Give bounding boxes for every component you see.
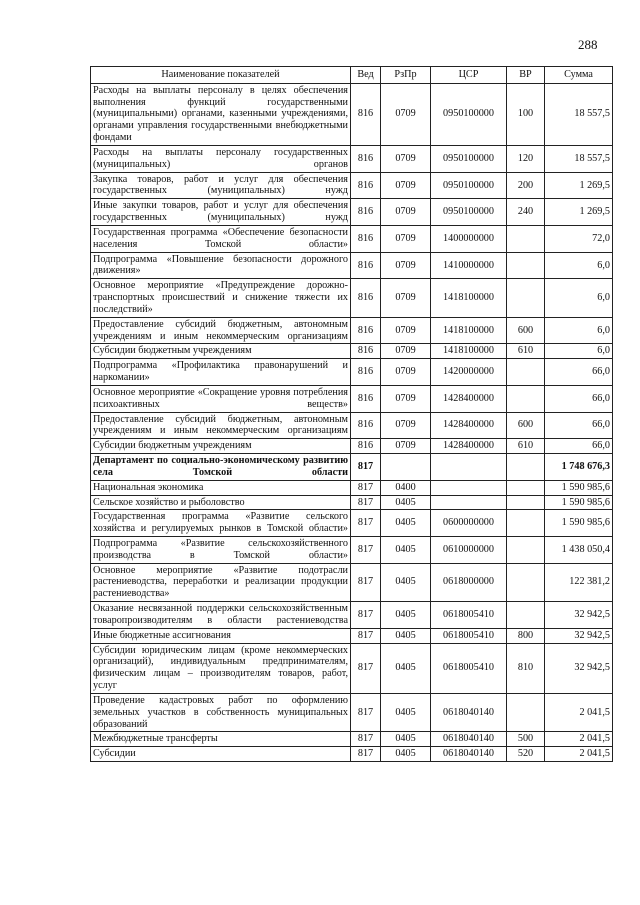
row-ved-cell: 816 (351, 172, 381, 199)
row-vr-cell: 810 (507, 643, 545, 693)
row-vr-cell (507, 480, 545, 495)
row-name-cell: Субсидии юридическим лицам (кроме некоммерческих организаций), индивидуальным предпринимателям, физическим лицам – производителям товаров, работ, услуг (91, 643, 351, 693)
row-ved-cell: 816 (351, 385, 381, 412)
row-name-cell: Подпрограмма «Развитие сельскохозяйственного производства в Томской области» (91, 536, 351, 563)
row-ved-cell: 817 (351, 563, 381, 601)
row-ved-cell: 816 (351, 145, 381, 172)
row-name-cell: Подпрограмма «Повышение безопасности дорожного движения» (91, 252, 351, 279)
row-rzpr-cell: 0709 (381, 83, 431, 145)
row-sum-cell: 1 590 985,6 (545, 480, 613, 495)
row-csr-cell (431, 480, 507, 495)
row-csr-cell: 0618000000 (431, 563, 507, 601)
row-csr-cell: 1418100000 (431, 317, 507, 344)
row-ved-cell: 817 (351, 495, 381, 510)
row-name-cell: Основное мероприятие «Сокращение уровня потребления психоактивных веществ» (91, 385, 351, 412)
row-rzpr-cell: 0709 (381, 252, 431, 279)
row-ved-cell: 817 (351, 693, 381, 731)
row-sum-cell: 122 381,2 (545, 563, 613, 601)
row-rzpr-cell: 0405 (381, 693, 431, 731)
row-rzpr-cell: 0405 (381, 643, 431, 693)
row-vr-cell: 520 (507, 747, 545, 762)
row-csr-cell: 0950100000 (431, 83, 507, 145)
row-vr-cell: 600 (507, 317, 545, 344)
row-rzpr-cell: 0709 (381, 317, 431, 344)
table-row (91, 83, 613, 145)
table-row (91, 252, 613, 279)
row-sum-cell: 2 041,5 (545, 693, 613, 731)
table-row (91, 145, 613, 172)
row-vr-cell: 120 (507, 145, 545, 172)
row-name-cell: Предоставление субсидий бюджетным, автономным учреждениям и иным некоммерческим организациям (91, 317, 351, 344)
row-csr-cell: 1410000000 (431, 252, 507, 279)
row-vr-cell: 800 (507, 628, 545, 643)
row-sum-cell: 66,0 (545, 439, 613, 454)
row-ved-cell: 816 (351, 279, 381, 317)
row-name-cell: Иные закупки товаров, работ и услуг для обеспечения государственных (муниципальных) нужд (91, 199, 351, 226)
table-row (91, 225, 613, 252)
row-rzpr-cell: 0709 (381, 279, 431, 317)
header-rzpr: РзПр (381, 67, 431, 84)
row-csr-cell: 1420000000 (431, 359, 507, 386)
row-csr-cell (431, 495, 507, 510)
row-ved-cell: 816 (351, 199, 381, 226)
row-rzpr-cell: 0709 (381, 145, 431, 172)
row-rzpr-cell: 0400 (381, 480, 431, 495)
row-rzpr-cell: 0405 (381, 536, 431, 563)
row-csr-cell: 0618005410 (431, 602, 507, 629)
row-sum-cell: 6,0 (545, 317, 613, 344)
row-rzpr-cell: 0709 (381, 344, 431, 359)
row-name-cell: Проведение кадастровых работ по оформлению земельных участков в собственность муниципальных образований (91, 693, 351, 731)
row-sum-cell: 1 438 050,4 (545, 536, 613, 563)
table-row (91, 317, 613, 344)
row-vr-cell: 200 (507, 172, 545, 199)
header-vr: ВР (507, 67, 545, 84)
row-name-cell: Субсидии бюджетным учреждениям (91, 344, 351, 359)
table-row (91, 747, 613, 762)
row-ved-cell: 816 (351, 83, 381, 145)
row-rzpr-cell: 0709 (381, 412, 431, 439)
table-row (91, 199, 613, 226)
row-ved-cell: 816 (351, 344, 381, 359)
table-row (91, 344, 613, 359)
row-ved-cell: 816 (351, 225, 381, 252)
row-csr-cell: 1428400000 (431, 385, 507, 412)
row-vr-cell: 610 (507, 344, 545, 359)
row-ved-cell: 817 (351, 454, 381, 481)
row-vr-cell (507, 693, 545, 731)
row-sum-cell: 18 557,5 (545, 145, 613, 172)
row-name-cell: Основное мероприятие «Предупреждение дорожно-транспортных происшествий и снижение тяжести их последствий» (91, 279, 351, 317)
row-rzpr-cell: 0709 (381, 225, 431, 252)
table-row (91, 279, 613, 317)
row-sum-cell: 2 041,5 (545, 747, 613, 762)
row-sum-cell: 66,0 (545, 359, 613, 386)
table-body (91, 83, 613, 761)
row-csr-cell: 0950100000 (431, 199, 507, 226)
row-name-cell: Основное мероприятие «Развитие подотрасли растениеводства, переработки и реализации продукции растениеводства» (91, 563, 351, 601)
row-vr-cell (507, 495, 545, 510)
row-ved-cell: 817 (351, 480, 381, 495)
row-csr-cell: 0950100000 (431, 145, 507, 172)
row-rzpr-cell: 0709 (381, 199, 431, 226)
row-csr-cell (431, 454, 507, 481)
row-name-cell: Подпрограмма «Профилактика правонарушений и наркомании» (91, 359, 351, 386)
row-sum-cell: 1 269,5 (545, 172, 613, 199)
table-row (91, 172, 613, 199)
row-csr-cell: 1418100000 (431, 279, 507, 317)
row-name-cell: Департамент по социально-экономическому развитию села Томской области (91, 454, 351, 481)
row-sum-cell: 66,0 (545, 412, 613, 439)
row-rzpr-cell: 0405 (381, 602, 431, 629)
row-sum-cell: 6,0 (545, 279, 613, 317)
table-row (91, 385, 613, 412)
row-rzpr-cell: 0405 (381, 563, 431, 601)
row-rzpr-cell: 0709 (381, 439, 431, 454)
row-ved-cell: 817 (351, 747, 381, 762)
row-vr-cell (507, 510, 545, 537)
row-csr-cell: 0618040140 (431, 747, 507, 762)
row-name-cell: Государственная программа «Развитие сельского хозяйства и регулируемых рынков в Томской области» (91, 510, 351, 537)
row-sum-cell: 1 590 985,6 (545, 495, 613, 510)
row-sum-cell: 32 942,5 (545, 602, 613, 629)
row-sum-cell: 1 748 676,3 (545, 454, 613, 481)
row-vr-cell (507, 359, 545, 386)
row-csr-cell: 0618040140 (431, 732, 507, 747)
row-name-cell: Расходы на выплаты персоналу государственных (муниципальных) органов (91, 145, 351, 172)
row-name-cell: Оказание несвязанной поддержки сельскохозяйственным товаропроизводителям в области растениеводства (91, 602, 351, 629)
table-header-row (91, 67, 613, 84)
table-row (91, 628, 613, 643)
row-vr-cell: 500 (507, 732, 545, 747)
row-ved-cell: 817 (351, 536, 381, 563)
header-ved: Вед (351, 67, 381, 84)
row-csr-cell: 0618005410 (431, 643, 507, 693)
row-vr-cell (507, 252, 545, 279)
row-sum-cell: 1 590 985,6 (545, 510, 613, 537)
row-vr-cell (507, 225, 545, 252)
row-name-cell: Межбюджетные трансферты (91, 732, 351, 747)
row-ved-cell: 817 (351, 643, 381, 693)
row-rzpr-cell (381, 454, 431, 481)
table-row (91, 480, 613, 495)
row-ved-cell: 817 (351, 602, 381, 629)
header-sum: Сумма (545, 67, 613, 84)
row-vr-cell: 600 (507, 412, 545, 439)
table-row (91, 495, 613, 510)
row-sum-cell: 2 041,5 (545, 732, 613, 747)
row-csr-cell: 1428400000 (431, 412, 507, 439)
row-ved-cell: 817 (351, 732, 381, 747)
row-rzpr-cell: 0709 (381, 172, 431, 199)
row-csr-cell: 0950100000 (431, 172, 507, 199)
row-ved-cell: 817 (351, 628, 381, 643)
row-rzpr-cell: 0405 (381, 495, 431, 510)
header-name: Наименование показателей (91, 67, 351, 84)
row-csr-cell: 1400000000 (431, 225, 507, 252)
row-sum-cell: 6,0 (545, 252, 613, 279)
row-ved-cell: 816 (351, 439, 381, 454)
row-rzpr-cell: 0709 (381, 385, 431, 412)
row-rzpr-cell: 0405 (381, 510, 431, 537)
row-vr-cell (507, 563, 545, 601)
row-csr-cell: 1428400000 (431, 439, 507, 454)
header-csr: ЦСР (431, 67, 507, 84)
table-row (91, 732, 613, 747)
row-csr-cell: 0618005410 (431, 628, 507, 643)
table-row (91, 454, 613, 481)
row-rzpr-cell: 0709 (381, 359, 431, 386)
row-vr-cell (507, 385, 545, 412)
budget-table (90, 66, 613, 762)
row-vr-cell: 100 (507, 83, 545, 145)
row-vr-cell (507, 602, 545, 629)
row-vr-cell (507, 536, 545, 563)
row-name-cell: Предоставление субсидий бюджетным, автономным учреждениям и иным некоммерческим организациям (91, 412, 351, 439)
table-row (91, 643, 613, 693)
row-sum-cell: 66,0 (545, 385, 613, 412)
row-ved-cell: 816 (351, 359, 381, 386)
row-name-cell: Субсидии (91, 747, 351, 762)
table-row (91, 510, 613, 537)
row-ved-cell: 816 (351, 317, 381, 344)
row-csr-cell: 1418100000 (431, 344, 507, 359)
row-vr-cell: 240 (507, 199, 545, 226)
row-rzpr-cell: 0405 (381, 628, 431, 643)
table-row (91, 563, 613, 601)
row-sum-cell: 72,0 (545, 225, 613, 252)
row-csr-cell: 0600000000 (431, 510, 507, 537)
page-number: 288 (578, 37, 598, 52)
row-sum-cell: 1 269,5 (545, 199, 613, 226)
row-name-cell: Национальная экономика (91, 480, 351, 495)
table-row (91, 439, 613, 454)
row-csr-cell: 0618040140 (431, 693, 507, 731)
table-row (91, 693, 613, 731)
row-rzpr-cell: 0405 (381, 747, 431, 762)
table-row (91, 536, 613, 563)
row-sum-cell: 32 942,5 (545, 643, 613, 693)
row-name-cell: Субсидии бюджетным учреждениям (91, 439, 351, 454)
row-sum-cell: 18 557,5 (545, 83, 613, 145)
row-ved-cell: 816 (351, 252, 381, 279)
row-name-cell: Закупка товаров, работ и услуг для обеспечения государственных (муниципальных) нужд (91, 172, 351, 199)
table-row (91, 412, 613, 439)
row-name-cell: Расходы на выплаты персоналу в целях обеспечения выполнения функций государственными (муниципальными) органами, казенными учреждениями, органами управления государственными внебюджетными фондами (91, 83, 351, 145)
row-vr-cell: 610 (507, 439, 545, 454)
table-row (91, 602, 613, 629)
row-vr-cell (507, 279, 545, 317)
row-ved-cell: 817 (351, 510, 381, 537)
row-name-cell: Сельское хозяйство и рыболовство (91, 495, 351, 510)
row-sum-cell: 6,0 (545, 344, 613, 359)
row-csr-cell: 0610000000 (431, 536, 507, 563)
row-rzpr-cell: 0405 (381, 732, 431, 747)
row-name-cell: Иные бюджетные ассигнования (91, 628, 351, 643)
row-sum-cell: 32 942,5 (545, 628, 613, 643)
row-ved-cell: 816 (351, 412, 381, 439)
row-name-cell: Государственная программа «Обеспечение безопасности населения Томской области» (91, 225, 351, 252)
table-row (91, 359, 613, 386)
row-vr-cell (507, 454, 545, 481)
